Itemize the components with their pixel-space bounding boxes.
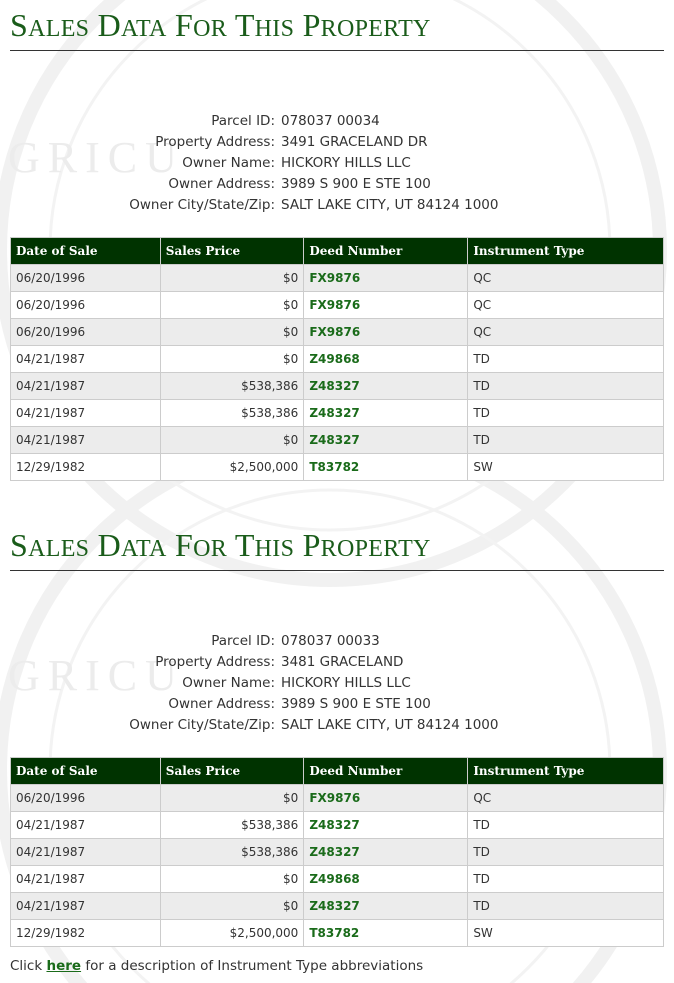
instrument-type-cell: TD [468, 373, 664, 400]
table-row [11, 427, 664, 454]
table-row [11, 346, 664, 373]
info-value: HICKORY HILLS LLC [281, 155, 411, 171]
column-header: Sales Price [160, 758, 304, 785]
deed-number-link[interactable]: Z49868 [309, 352, 360, 366]
deed-cell [304, 292, 468, 319]
info-value: 078037 00034 [281, 113, 380, 129]
price-cell: $0 [160, 427, 304, 454]
date-cell: 04/21/1987 [11, 346, 161, 373]
section-title: SALES DATA FOR THIS PROPERTY [10, 6, 664, 51]
property-info [10, 631, 664, 736]
footer-prefix: Click [10, 958, 47, 974]
table-row [11, 839, 664, 866]
date-cell: 04/21/1987 [11, 400, 161, 427]
info-value: 3491 GRACELAND DR [281, 134, 428, 150]
info-label: Owner Name: [182, 675, 275, 691]
price-cell: $0 [160, 785, 304, 812]
column-header: Instrument Type [468, 238, 664, 265]
date-cell: 04/21/1987 [11, 427, 161, 454]
instrument-type-cell: TD [468, 400, 664, 427]
price-cell: $0 [160, 346, 304, 373]
table-row [11, 319, 664, 346]
instrument-type-cell: TD [468, 839, 664, 866]
deed-number-link[interactable]: Z49868 [309, 872, 360, 886]
info-label: Property Address: [155, 134, 275, 150]
info-label: Parcel ID: [211, 113, 275, 129]
info-label: Parcel ID: [211, 633, 275, 649]
column-header: Date of Sale [11, 238, 161, 265]
price-cell: $0 [160, 893, 304, 920]
deed-cell [304, 346, 468, 373]
instrument-type-cell: QC [468, 265, 664, 292]
deed-number-link[interactable]: Z48327 [309, 899, 360, 913]
date-cell: 06/20/1996 [11, 785, 161, 812]
price-cell: $0 [160, 292, 304, 319]
instrument-type-cell: TD [468, 866, 664, 893]
table-row [11, 812, 664, 839]
info-value: 3481 GRACELAND [281, 654, 404, 670]
deed-cell [304, 454, 468, 481]
info-row-property-address [10, 652, 664, 673]
section-title: SALES DATA FOR THIS PROPERTY [10, 526, 664, 571]
deed-cell [304, 373, 468, 400]
column-header: Deed Number [304, 758, 468, 785]
date-cell: 04/21/1987 [11, 373, 161, 400]
date-cell: 04/21/1987 [11, 866, 161, 893]
info-label: Property Address: [155, 654, 275, 670]
deed-number-link[interactable]: Z48327 [309, 845, 360, 859]
price-cell: $538,386 [160, 839, 304, 866]
table-header-row [11, 758, 664, 785]
info-row-owner-city-state-zip [10, 715, 664, 736]
table-row [11, 785, 664, 812]
price-cell: $0 [160, 866, 304, 893]
instrument-type-cell: QC [468, 785, 664, 812]
deed-number-link[interactable]: FX9876 [309, 791, 361, 805]
table-row [11, 400, 664, 427]
price-cell: $0 [160, 265, 304, 292]
instrument-type-cell: TD [468, 812, 664, 839]
date-cell: 06/20/1996 [11, 319, 161, 346]
price-cell: $0 [160, 319, 304, 346]
table-row [11, 893, 664, 920]
deed-cell [304, 866, 468, 893]
watermark-text-1: GRICU [8, 133, 185, 182]
instrument-type-help-link[interactable]: here [46, 958, 82, 974]
date-cell: 12/29/1982 [11, 454, 161, 481]
instrument-type-cell: TD [468, 893, 664, 920]
table-row [11, 292, 664, 319]
deed-number-link[interactable]: FX9876 [309, 271, 361, 285]
info-label: Owner City/State/Zip: [129, 197, 275, 213]
info-value: SALT LAKE CITY, UT 84124 1000 [281, 197, 499, 213]
sales-table [10, 757, 664, 947]
footer-note [10, 958, 423, 974]
instrument-type-cell: QC [468, 319, 664, 346]
date-cell: 04/21/1987 [11, 893, 161, 920]
column-header: Date of Sale [11, 758, 161, 785]
date-cell: 04/21/1987 [11, 839, 161, 866]
deed-number-link[interactable]: FX9876 [309, 298, 361, 312]
info-value: HICKORY HILLS LLC [281, 675, 411, 691]
deed-number-link[interactable]: Z48327 [309, 433, 360, 447]
deed-number-link[interactable]: FX9876 [309, 325, 361, 339]
table-row [11, 265, 664, 292]
info-label: Owner Address: [168, 176, 275, 192]
price-cell: $2,500,000 [160, 920, 304, 947]
table-header-row [11, 238, 664, 265]
table-row [11, 454, 664, 481]
info-row-parcel-id [10, 631, 664, 652]
price-cell: $538,386 [160, 400, 304, 427]
deed-number-link[interactable]: Z48327 [309, 379, 360, 393]
info-row-property-address [10, 132, 664, 153]
info-row-parcel-id [10, 111, 664, 132]
info-value: SALT LAKE CITY, UT 84124 1000 [281, 717, 499, 733]
price-cell: $2,500,000 [160, 454, 304, 481]
date-cell: 04/21/1987 [11, 812, 161, 839]
date-cell: 12/29/1982 [11, 920, 161, 947]
property-info [10, 111, 664, 216]
deed-number-link[interactable]: T83782 [309, 460, 360, 474]
table-row [11, 866, 664, 893]
instrument-type-cell: SW [468, 920, 664, 947]
deed-number-link[interactable]: Z48327 [309, 818, 360, 832]
deed-cell [304, 427, 468, 454]
instrument-type-cell: TD [468, 427, 664, 454]
deed-cell [304, 839, 468, 866]
info-value: 3989 S 900 E STE 100 [281, 696, 431, 712]
price-cell: $538,386 [160, 812, 304, 839]
footer-suffix: for a description of Instrument Type abbreviations [81, 958, 424, 974]
watermark-text-2: GRICU [8, 651, 185, 700]
price-cell: $538,386 [160, 373, 304, 400]
deed-cell [304, 785, 468, 812]
column-header: Deed Number [304, 238, 468, 265]
info-row-owner-address [10, 174, 664, 195]
info-row-owner-name [10, 153, 664, 174]
table-row [11, 373, 664, 400]
deed-number-link[interactable]: T83782 [309, 926, 360, 940]
deed-cell [304, 812, 468, 839]
instrument-type-cell: TD [468, 346, 664, 373]
info-row-owner-address [10, 694, 664, 715]
info-label: Owner City/State/Zip: [129, 717, 275, 733]
deed-cell [304, 920, 468, 947]
deed-cell [304, 265, 468, 292]
column-header: Instrument Type [468, 758, 664, 785]
deed-cell [304, 319, 468, 346]
info-label: Owner Name: [182, 155, 275, 171]
date-cell: 06/20/1996 [11, 265, 161, 292]
info-row-owner-name [10, 673, 664, 694]
sales-table [10, 237, 664, 481]
info-row-owner-city-state-zip [10, 195, 664, 216]
table-row [11, 920, 664, 947]
info-label: Owner Address: [168, 696, 275, 712]
deed-cell [304, 400, 468, 427]
deed-number-link[interactable]: Z48327 [309, 406, 360, 420]
date-cell: 06/20/1996 [11, 292, 161, 319]
info-value: 3989 S 900 E STE 100 [281, 176, 431, 192]
instrument-type-cell: QC [468, 292, 664, 319]
column-header: Sales Price [160, 238, 304, 265]
deed-cell [304, 893, 468, 920]
info-value: 078037 00033 [281, 633, 380, 649]
instrument-type-cell: SW [468, 454, 664, 481]
